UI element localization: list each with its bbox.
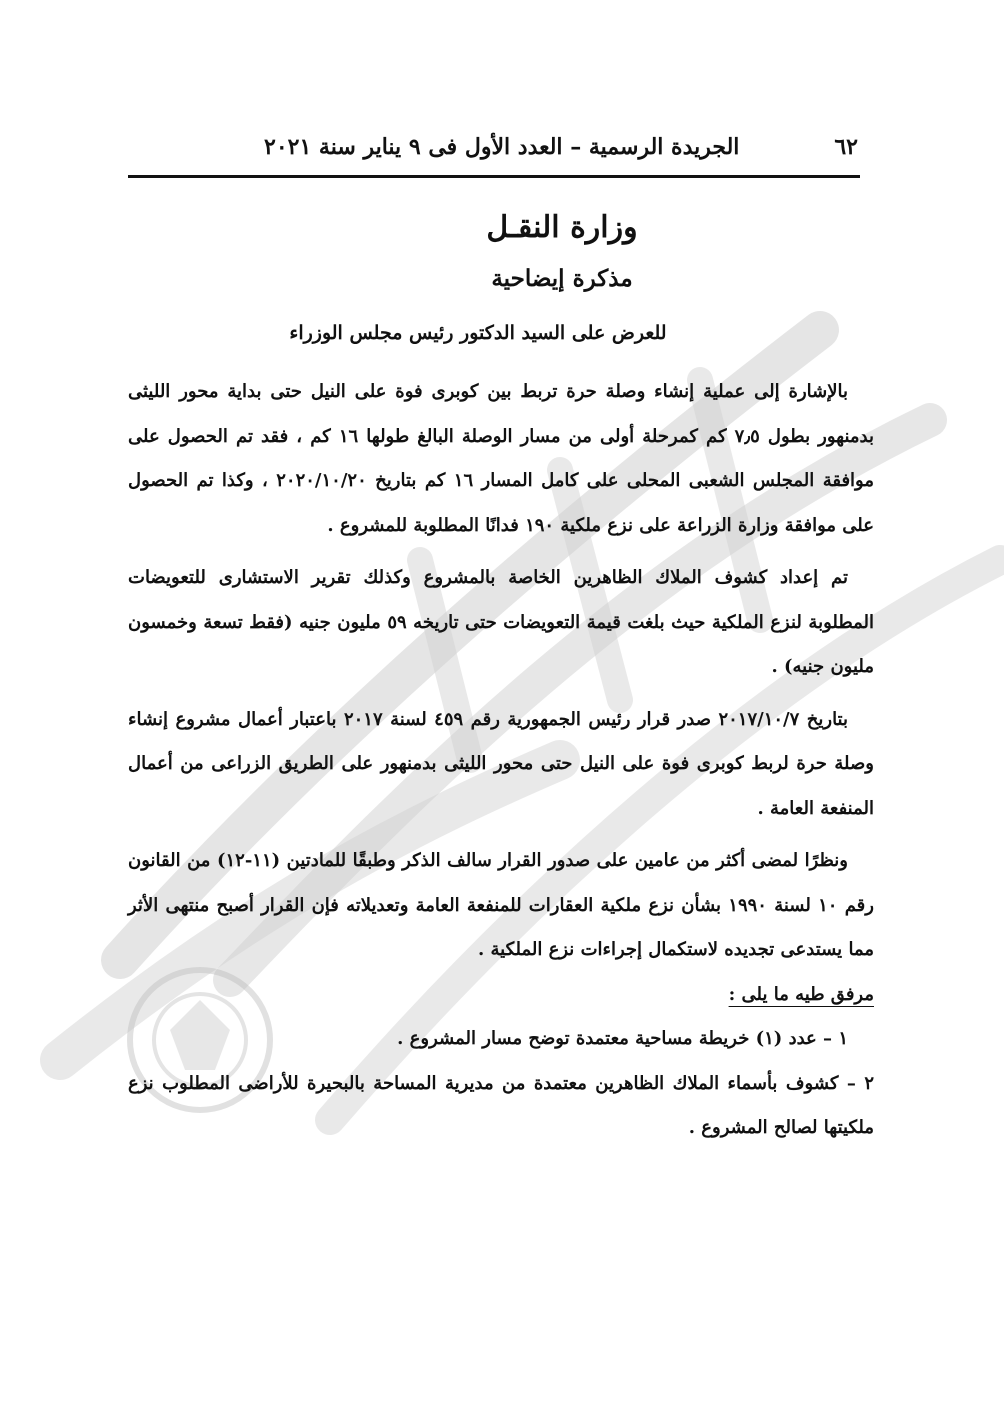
paragraph: بالإشارة إلى عملية إنشاء وصلة حرة تربط بين كوبرى فوة على النيل حتى بداية محور الليثى بدمنهور بطول ٧٫٥ كم كمرحلة أولى من مسار الوصلة البالغ طولها ١٦ كم ، فقد تم الحصول على موافقة المجلس الشعبى المحلى على كامل المسار ١٦ كم بتاريخ ٢٠٢٠/١٠/٢٠ ، وكذا تم الحصول على موافقة وزارة الزراعة على نزع ملكية ١٩٠ فدانًا المطلوبة للمشروع . xyxy=(128,381,874,536)
gazette-header-title: الجريدة الرسمية – العدد الأول فى ٩ يناير سنة ٢٠٢١ xyxy=(264,134,740,160)
attachments-label: مرفق طيه ما يلى : xyxy=(728,983,874,1005)
attachment-item: ١ – عدد (١) خريطة مساحية معتمدة توضح مسار المشروع . xyxy=(397,1028,848,1049)
paragraph: تم إعداد كشوف الملاك الظاهرين الخاصة بالمشروع وكذلك تقرير الاستشارى للتعويضات المطلوبة لنزع الملكية حيث بلغت قيمة التعويضات حتى تاريخه ٥٩ مليون جنيه (فقط تسعة وخمسون مليون جنيه) . xyxy=(128,567,874,677)
ministry-title: وزارة النقـل xyxy=(486,210,638,245)
memo-title: مذكرة إيضاحية xyxy=(491,265,633,292)
header-rule xyxy=(128,175,860,178)
attachment-item: ٢ – كشوف بأسماء الملاك الظاهرين معتمدة من مديرية المساحة بالبحيرة للأراضى المطلوب نزع ملكيتها لصالح المشروع . xyxy=(128,1072,874,1138)
page-header xyxy=(128,128,858,168)
page-number: ٦٢ xyxy=(834,134,858,160)
memo-body xyxy=(128,370,874,1151)
paragraph: ونظرًا لمضى أكثر من عامين على صدور القرار سالف الذكر وطبقًا للمادتين (١١-١٢) من القانون رقم ١٠ لسنة ١٩٩٠ بشأن نزع ملكية العقارات للمنفعة العامة وتعديلاته فإن القرار أصبح منتهى الأثر مما يستدعى تجديده لاستكمال إجراءات نزع الملكية . xyxy=(128,850,874,960)
addressee-line: للعرض على السيد الدكتور رئيس مجلس الوزراء xyxy=(289,322,667,344)
paragraph: بتاريخ ٢٠١٧/١٠/٧ صدر قرار رئيس الجمهورية رقم ٤٥٩ لسنة ٢٠١٧ باعتبار أعمال مشروع إنشاء وصلة حرة لربط كوبرى فوة على النيل حتى محور الليثى بدمنهور على الطريق الزراعى من أعمال المنفعة العامة . xyxy=(128,708,874,819)
